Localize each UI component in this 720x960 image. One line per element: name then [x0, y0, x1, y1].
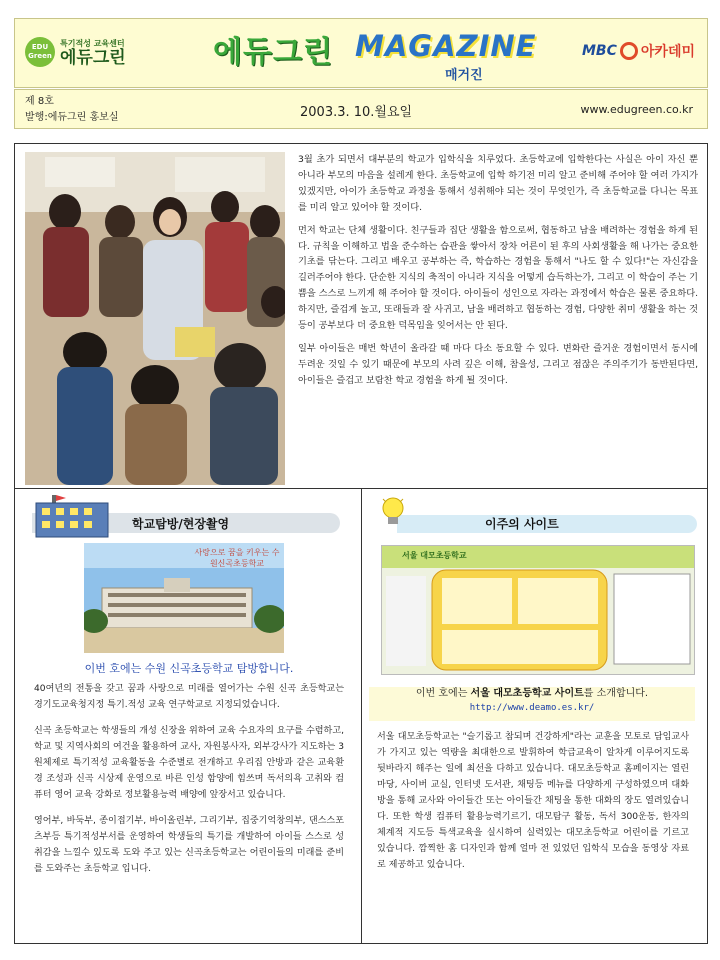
- school-paragraph-1: 40여년의 전통을 갖고 꿈과 사랑으로 미래를 열어가는 수원 신곡 초등학교는 경기도교육청지정 특기.적성 교육 연구학교로 지정되었습니다.: [34, 684, 344, 710]
- site-caption-box: [369, 687, 695, 721]
- masthead: [14, 18, 708, 88]
- article-paragraph-2: 먼저 학교는 단체 생활이다. 친구들과 집단 생활을 함으로써, 협동하고 남을 배려하는 경험을 하게 된다. 규칙을 이해하고 법을 준수하는 습관을 쌓아서 장차 어른이 된 후의 사회생활을 해 나가는 중요한 기초를 닦는다. 그리고 배우고 공부하는 즉, 학습하는 경험을 통해서 "나도 할 수 있다!"는 자신감을 길러주어야 한다. 단순한 지식의 축적이 아니라 지식을 어떻게 습득하는가, 그리고 이 학습이 주는 기쁨을 스스로 느끼게 해 주어야 할 것이다. 아이들이 성인으로 자라는 과정에서 학습은 물론 중요하다. 하지만, 즐겁게 놀고, 또래들과 잘 사귀고, 남을 배려하고 협동하는 경험, 다양한 취미 생활을 하는 것 등이 공부보다 더 중요한 덕목임을 잊어서는 안 된다.: [298, 224, 698, 332]
- mbc-ring-icon: [620, 42, 638, 60]
- school-building-photo: [84, 543, 284, 653]
- mbc-academy-logo[interactable]: [582, 41, 695, 61]
- magazine-korean: 매거진: [445, 68, 483, 83]
- site-of-week-banner: [375, 495, 697, 539]
- school-visit-banner: [32, 495, 342, 539]
- school-paragraph-2: 신곡 초등학교는 학생들의 개성 신장을 위하여 교육 수요자의 요구를 수렴하고, 학교 및 지역사회의 여건을 활용하여 교사, 자원봉사자, 외부강사가 지도하는 3원체제로 특기적성 교육활동을 수준별로 전개하고 우리집 안방과 같은 교육환경 조성과 신곡 시상제 운영으로 바른 인성 함양에 힘쓰며 독서의욕 고취와 컴퓨터 영어 교육 강화로 정보활용능력 배양에 앞장서고 있습니다.: [34, 726, 345, 800]
- mbc-label: MBC: [582, 43, 617, 59]
- website-screenshot-illustration: [382, 546, 695, 675]
- caption-site-name: 서울 대모초등학교 사이트: [470, 688, 584, 699]
- site-of-week-body: 서울 대모초등학교는 "슬기롭고 참되며 건강하게"라는 교훈을 모토로 담임교사가 가지고 있는 역량을 최대한으로 발휘하여 학급교육이 알차게 이루어지도록 뒷바라지 해주는 일에 최선을 다하고 있습니다. 대모초등학교 홈페이지는 열린마당, 사이버 교실, 인터넷 도서관, 채팅등 메뉴를 다양하게 구성하였으며 대화방을 통해 교사와 아이들간 또는 아이들간 채팅을 통한 대화의 장도 열려있습니다. 또한 학생 컴퓨터 활용능력기르기, 대모탐구 활동, 독서 300운동, 한자의 체계적 지도등 특색교육을 실시하여 실력있는 대모초등학교 어린이를 기르고 있습니다. 깜찍한 홈 디자인과 함께 얼마 전 있었던 입학식 모습을 동영상 자료로 제공하고 있습니다.: [377, 732, 689, 870]
- issue-info-bar: [14, 89, 708, 129]
- article-paragraph-3: 일부 아이들은 매번 학년이 올라갈 때 마다 다소 동요할 수 있다. 변화란 즐거운 경험이면서 동시에 두려운 것일 수 있기 때문에 부모의 사려 깊은 이해, 참을성, 그리고 점잖은 주의주기가 동반된다면, 아이들은 즐겁고 보람찬 학교 경험을 하게 될 것이다.: [298, 342, 698, 386]
- entrance-ceremony-photo: [25, 152, 285, 485]
- article-body: [298, 152, 698, 396]
- main-article: [14, 143, 708, 489]
- school-paragraph-3: 영어부, 바둑부, 종이접기부, 바이올린부, 그리기부, 집중기억창의부, 댄스스포츠부등 특기적성부서를 운영하여 학생들의 특기를 개발하여 아이들 스스로 성취감을 느낄수 있도록 도와 주고 있는 신곡초등학교는 어린이들의 미래를 준비를 도와주는 초등학교 입니다.: [34, 816, 344, 874]
- logo-name: 에듀그린: [60, 47, 126, 68]
- edu-green-badge: EDU Green: [25, 37, 55, 67]
- site-caption-url[interactable]: http://www.deamo.es.kr/: [469, 703, 595, 713]
- issue-number: 제 8호: [25, 96, 54, 107]
- school-visit-section: [14, 489, 360, 944]
- lightbulb-icon: [381, 497, 405, 527]
- photo-illustration: [25, 152, 285, 485]
- publisher: 발행:에듀그린 홍보실: [25, 112, 119, 123]
- site-of-week-section: [361, 489, 707, 944]
- school-visit-title: 학교탐방/현장촬영: [132, 517, 230, 531]
- site-of-week-title: 이주의 사이트: [485, 517, 559, 531]
- magazine-title: 에듀그린: [213, 35, 333, 70]
- school-slogan: 사랑으로 꿈을 키우는 수원신곡초등학교: [194, 548, 280, 568]
- article-paragraph-1: 3월 초가 되면서 대부분의 학교가 입학식을 치루었다. 초등학교에 입학한다는 사실은 아이 자신 뿐 아니라 부모의 마음을 설레게 한다. 초등학교에 입학 하기전 미리 알고 준비해 주어야 할 여러 가지가 있겠지만, 아이가 초등학교 과정을 통해서 성취해야 되는 것이 무엇인가, 즉 초등학교를 다니는 목표를 미리 알고 있어야 할 것이다.: [298, 154, 698, 213]
- edugreen-logo[interactable]: [25, 37, 126, 67]
- school-visit-caption: 이번 호에는 수원 신곡초등학교 탐방합니다.: [84, 662, 294, 675]
- academy-label: 아카데미: [640, 44, 695, 60]
- caption-prefix: 이번 호에는: [415, 688, 471, 699]
- site-caption-line: [369, 687, 695, 701]
- logo-subtitle: 특기적성 교육센터: [60, 38, 125, 48]
- school-building-icon: [32, 495, 112, 539]
- caption-suffix: 를 소개합니다.: [583, 688, 649, 699]
- website-name: 서울 대모초등학교: [402, 551, 467, 560]
- magazine-word: MAGAZINE: [355, 29, 537, 63]
- issue-date: 2003.3. 10.월요일: [300, 105, 413, 120]
- website-screenshot[interactable]: [381, 545, 695, 675]
- site-url[interactable]: www.edugreen.co.kr: [580, 103, 693, 116]
- school-visit-body: [34, 681, 344, 887]
